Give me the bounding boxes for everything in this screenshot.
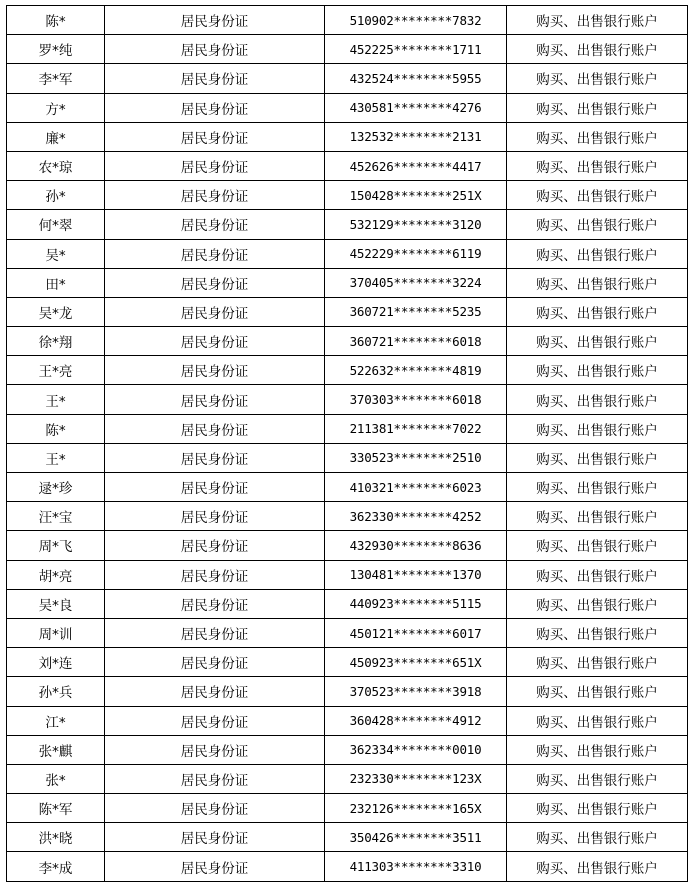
id-number-cell: 232126********165X bbox=[325, 794, 507, 823]
table-row bbox=[7, 648, 688, 677]
name-cell: 吴* bbox=[7, 239, 105, 268]
document-type-cell: 居民身份证 bbox=[105, 64, 325, 93]
id-number-cell: 452626********4417 bbox=[325, 151, 507, 180]
behavior-cell: 购买、出售银行账户 bbox=[507, 93, 688, 122]
name-cell: 王* bbox=[7, 443, 105, 472]
id-number-cell: 440923********5115 bbox=[325, 589, 507, 618]
document-type-cell: 居民身份证 bbox=[105, 356, 325, 385]
behavior-cell: 购买、出售银行账户 bbox=[507, 764, 688, 793]
id-number-cell: 130481********1370 bbox=[325, 560, 507, 589]
table-row bbox=[7, 181, 688, 210]
document-type-cell: 居民身份证 bbox=[105, 794, 325, 823]
document-type-cell: 居民身份证 bbox=[105, 531, 325, 560]
id-number-cell: 360721********5235 bbox=[325, 297, 507, 326]
document-type-cell: 居民身份证 bbox=[105, 473, 325, 502]
document-type-cell: 居民身份证 bbox=[105, 764, 325, 793]
name-cell: 王*亮 bbox=[7, 356, 105, 385]
document-type-cell: 居民身份证 bbox=[105, 210, 325, 239]
table-row bbox=[7, 823, 688, 852]
name-cell: 田* bbox=[7, 268, 105, 297]
behavior-cell: 购买、出售银行账户 bbox=[507, 414, 688, 443]
document-type-cell: 居民身份证 bbox=[105, 560, 325, 589]
name-cell: 周*训 bbox=[7, 618, 105, 647]
id-number-cell: 510902********7832 bbox=[325, 6, 507, 35]
table-row bbox=[7, 356, 688, 385]
document-type-cell: 居民身份证 bbox=[105, 648, 325, 677]
table-row bbox=[7, 239, 688, 268]
document-type-cell: 居民身份证 bbox=[105, 706, 325, 735]
document-type-cell: 居民身份证 bbox=[105, 502, 325, 531]
table-body bbox=[7, 6, 688, 882]
table-row bbox=[7, 122, 688, 151]
table-row bbox=[7, 794, 688, 823]
name-cell: 周*飞 bbox=[7, 531, 105, 560]
id-number-cell: 450121********6017 bbox=[325, 618, 507, 647]
table-row bbox=[7, 327, 688, 356]
behavior-cell: 购买、出售银行账户 bbox=[507, 239, 688, 268]
blacklist-table bbox=[6, 5, 688, 882]
name-cell: 农*琼 bbox=[7, 151, 105, 180]
name-cell: 张* bbox=[7, 764, 105, 793]
name-cell: 何*翠 bbox=[7, 210, 105, 239]
behavior-cell: 购买、出售银行账户 bbox=[507, 794, 688, 823]
name-cell: 徐*翔 bbox=[7, 327, 105, 356]
name-cell: 李*军 bbox=[7, 64, 105, 93]
name-cell: 罗*纯 bbox=[7, 35, 105, 64]
document-type-cell: 居民身份证 bbox=[105, 6, 325, 35]
behavior-cell: 购买、出售银行账户 bbox=[507, 531, 688, 560]
id-number-cell: 360721********6018 bbox=[325, 327, 507, 356]
id-number-cell: 410321********6023 bbox=[325, 473, 507, 502]
table-row bbox=[7, 414, 688, 443]
name-cell: 刘*连 bbox=[7, 648, 105, 677]
id-number-cell: 522632********4819 bbox=[325, 356, 507, 385]
behavior-cell: 购买、出售银行账户 bbox=[507, 297, 688, 326]
behavior-cell: 购买、出售银行账户 bbox=[507, 327, 688, 356]
id-number-cell: 132532********2131 bbox=[325, 122, 507, 151]
table-row bbox=[7, 6, 688, 35]
name-cell: 吴*龙 bbox=[7, 297, 105, 326]
name-cell: 陈* bbox=[7, 6, 105, 35]
table-row bbox=[7, 560, 688, 589]
id-number-cell: 411303********3310 bbox=[325, 852, 507, 881]
behavior-cell: 购买、出售银行账户 bbox=[507, 852, 688, 881]
document-type-cell: 居民身份证 bbox=[105, 297, 325, 326]
table-row bbox=[7, 64, 688, 93]
table-row bbox=[7, 502, 688, 531]
name-cell: 孙*兵 bbox=[7, 677, 105, 706]
document-type-cell: 居民身份证 bbox=[105, 385, 325, 414]
id-number-cell: 432930********8636 bbox=[325, 531, 507, 560]
id-number-cell: 370523********3918 bbox=[325, 677, 507, 706]
document-type-cell: 居民身份证 bbox=[105, 735, 325, 764]
document-type-cell: 居民身份证 bbox=[105, 852, 325, 881]
id-number-cell: 362334********0010 bbox=[325, 735, 507, 764]
id-number-cell: 532129********3120 bbox=[325, 210, 507, 239]
id-number-cell: 350426********3511 bbox=[325, 823, 507, 852]
behavior-cell: 购买、出售银行账户 bbox=[507, 64, 688, 93]
behavior-cell: 购买、出售银行账户 bbox=[507, 268, 688, 297]
name-cell: 陈* bbox=[7, 414, 105, 443]
behavior-cell: 购买、出售银行账户 bbox=[507, 122, 688, 151]
document-type-cell: 居民身份证 bbox=[105, 239, 325, 268]
document-type-cell: 居民身份证 bbox=[105, 122, 325, 151]
table-row bbox=[7, 677, 688, 706]
id-number-cell: 360428********4912 bbox=[325, 706, 507, 735]
name-cell: 吴*良 bbox=[7, 589, 105, 618]
id-number-cell: 370303********6018 bbox=[325, 385, 507, 414]
behavior-cell: 购买、出售银行账户 bbox=[507, 589, 688, 618]
name-cell: 江* bbox=[7, 706, 105, 735]
table-row bbox=[7, 443, 688, 472]
id-number-cell: 370405********3224 bbox=[325, 268, 507, 297]
behavior-cell: 购买、出售银行账户 bbox=[507, 356, 688, 385]
document-type-cell: 居民身份证 bbox=[105, 414, 325, 443]
name-cell: 洪*晓 bbox=[7, 823, 105, 852]
name-cell: 方* bbox=[7, 93, 105, 122]
table-row bbox=[7, 151, 688, 180]
table-row bbox=[7, 531, 688, 560]
behavior-cell: 购买、出售银行账户 bbox=[507, 823, 688, 852]
table-row bbox=[7, 93, 688, 122]
behavior-cell: 购买、出售银行账户 bbox=[507, 618, 688, 647]
behavior-cell: 购买、出售银行账户 bbox=[507, 151, 688, 180]
behavior-cell: 购买、出售银行账户 bbox=[507, 210, 688, 239]
behavior-cell: 购买、出售银行账户 bbox=[507, 473, 688, 502]
table-row bbox=[7, 297, 688, 326]
name-cell: 胡*亮 bbox=[7, 560, 105, 589]
document-type-cell: 居民身份证 bbox=[105, 93, 325, 122]
behavior-cell: 购买、出售银行账户 bbox=[507, 560, 688, 589]
id-number-cell: 452229********6119 bbox=[325, 239, 507, 268]
document-type-cell: 居民身份证 bbox=[105, 181, 325, 210]
name-cell: 孙* bbox=[7, 181, 105, 210]
name-cell: 李*成 bbox=[7, 852, 105, 881]
id-number-cell: 150428********251X bbox=[325, 181, 507, 210]
behavior-cell: 购买、出售银行账户 bbox=[507, 181, 688, 210]
table-row bbox=[7, 35, 688, 64]
table-row bbox=[7, 852, 688, 881]
behavior-cell: 购买、出售银行账户 bbox=[507, 385, 688, 414]
document-type-cell: 居民身份证 bbox=[105, 268, 325, 297]
behavior-cell: 购买、出售银行账户 bbox=[507, 35, 688, 64]
table-row bbox=[7, 618, 688, 647]
table-row bbox=[7, 385, 688, 414]
table-row bbox=[7, 210, 688, 239]
document-type-cell: 居民身份证 bbox=[105, 151, 325, 180]
id-number-cell: 211381********7022 bbox=[325, 414, 507, 443]
name-cell: 张*麒 bbox=[7, 735, 105, 764]
name-cell: 逯*珍 bbox=[7, 473, 105, 502]
document-type-cell: 居民身份证 bbox=[105, 327, 325, 356]
id-number-cell: 232330********123X bbox=[325, 764, 507, 793]
table-row bbox=[7, 268, 688, 297]
table-row bbox=[7, 473, 688, 502]
document-type-cell: 居民身份证 bbox=[105, 443, 325, 472]
behavior-cell: 购买、出售银行账户 bbox=[507, 502, 688, 531]
document-type-cell: 居民身份证 bbox=[105, 35, 325, 64]
behavior-cell: 购买、出售银行账户 bbox=[507, 677, 688, 706]
id-number-cell: 452225********1711 bbox=[325, 35, 507, 64]
behavior-cell: 购买、出售银行账户 bbox=[507, 6, 688, 35]
id-number-cell: 450923********651X bbox=[325, 648, 507, 677]
behavior-cell: 购买、出售银行账户 bbox=[507, 443, 688, 472]
document-type-cell: 居民身份证 bbox=[105, 823, 325, 852]
behavior-cell: 购买、出售银行账户 bbox=[507, 706, 688, 735]
table-row bbox=[7, 706, 688, 735]
name-cell: 汪*宝 bbox=[7, 502, 105, 531]
name-cell: 廉* bbox=[7, 122, 105, 151]
document-type-cell: 居民身份证 bbox=[105, 677, 325, 706]
document-type-cell: 居民身份证 bbox=[105, 618, 325, 647]
behavior-cell: 购买、出售银行账户 bbox=[507, 735, 688, 764]
behavior-cell: 购买、出售银行账户 bbox=[507, 648, 688, 677]
id-number-cell: 432524********5955 bbox=[325, 64, 507, 93]
name-cell: 王* bbox=[7, 385, 105, 414]
document-type-cell: 居民身份证 bbox=[105, 589, 325, 618]
name-cell: 陈*军 bbox=[7, 794, 105, 823]
table-row bbox=[7, 589, 688, 618]
id-number-cell: 430581********4276 bbox=[325, 93, 507, 122]
table-row bbox=[7, 735, 688, 764]
id-number-cell: 362330********4252 bbox=[325, 502, 507, 531]
table-row bbox=[7, 764, 688, 793]
id-number-cell: 330523********2510 bbox=[325, 443, 507, 472]
